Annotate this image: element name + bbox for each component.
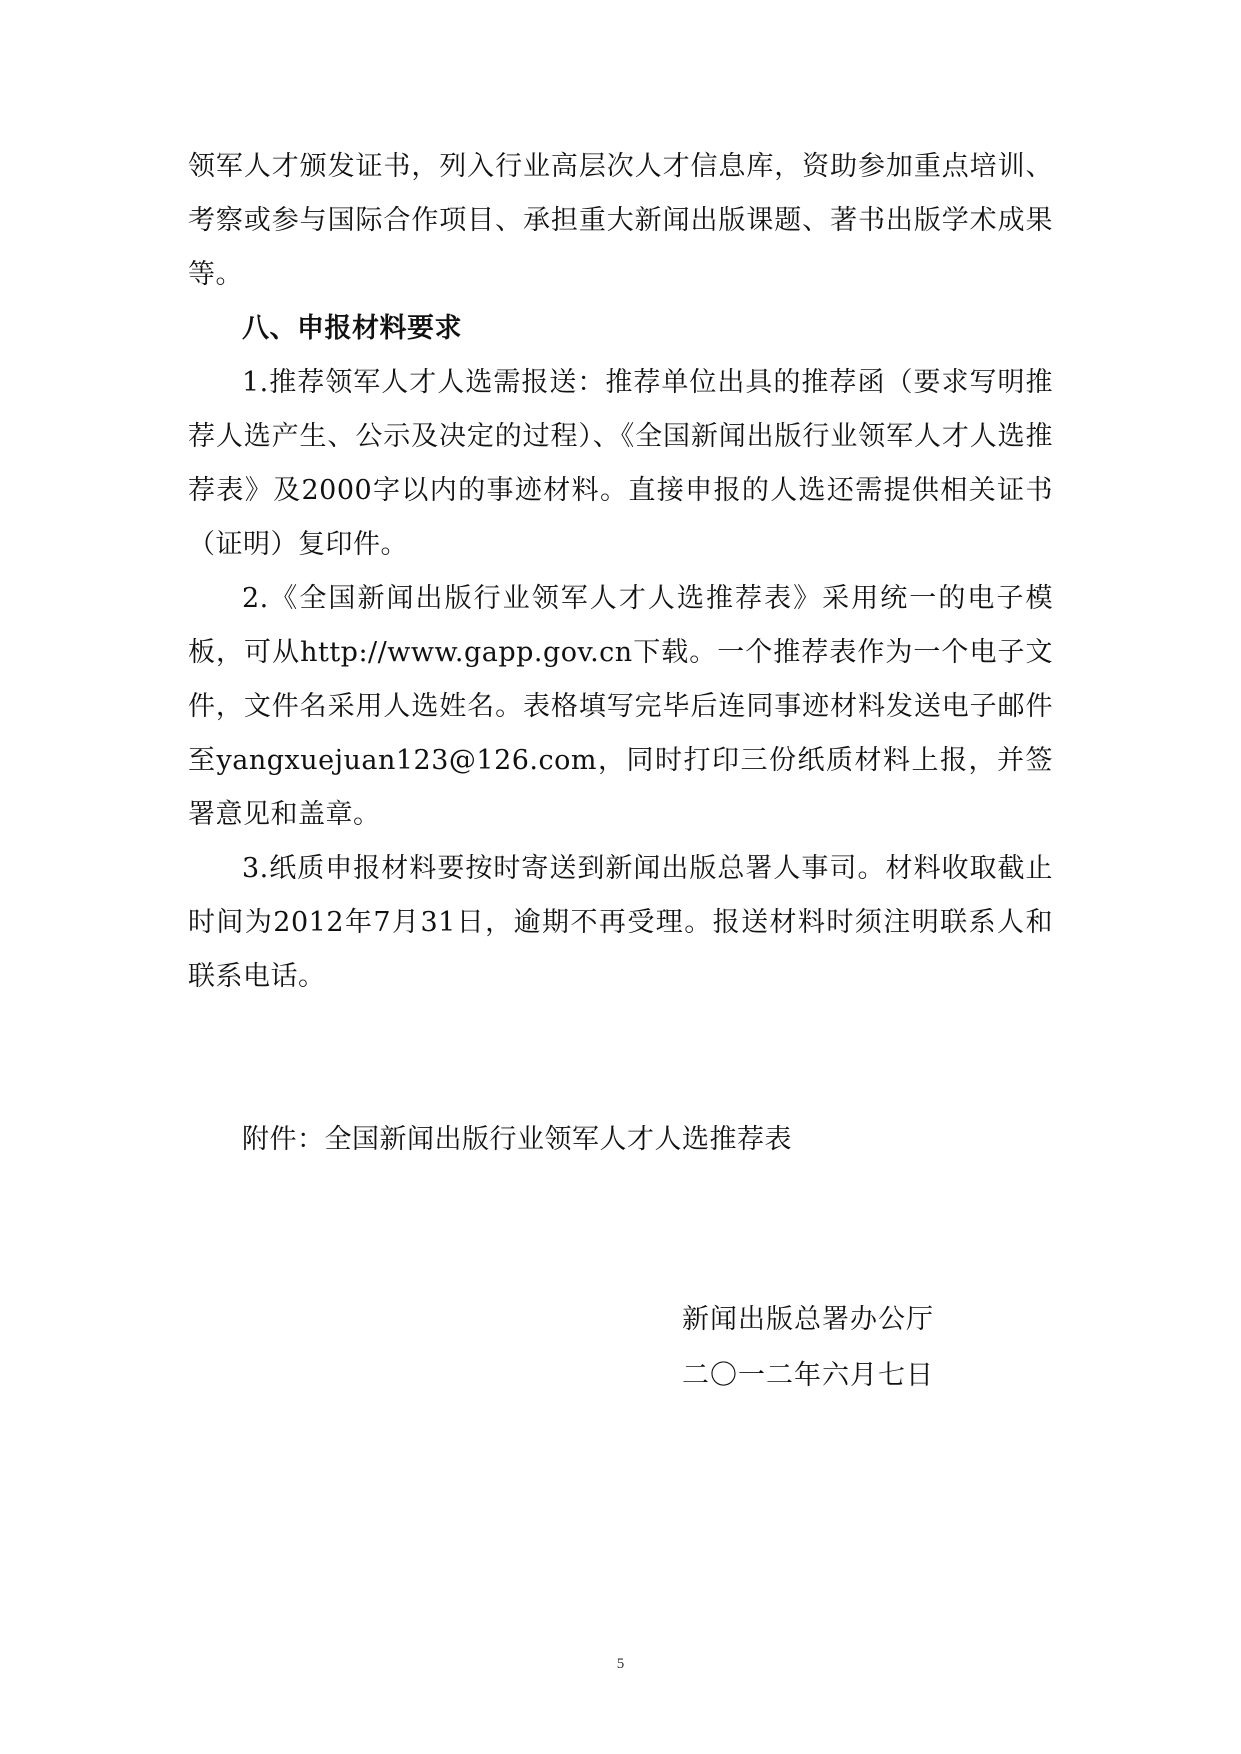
signature-date: 二〇一二年六月七日	[682, 1360, 934, 1391]
attachment-line: 附件：全国新闻出版行业领军人才人选推荐表	[242, 1124, 792, 1155]
page-number: 5	[616, 1656, 625, 1672]
requirement-item-2: 2.《全国新闻出版行业领军人才人选推荐表》采用统一的电子模板，可从http://www.gapp.gov.cn下载。一个推荐表作为一个电子文件，文件名采用人选姓名。表格填写完毕后连同事迹材料发送电子邮件至yangxuejuan123@126.com，同时打印三份纸质材料上报，并签署意见和盖章。	[188, 583, 1053, 830]
signature-block	[682, 1292, 934, 1404]
requirement-item-1: 1.推荐领军人才人选需报送：推荐单位出具的推荐函（要求写明推荐人选产生、公示及决定的过程）、《全国新闻出版行业领军人才人选推荐表》及2000字以内的事迹材料。直接申报的人选还需提供相关证书（证明）复印件。	[188, 367, 1053, 560]
body-text	[188, 140, 1053, 1004]
continuation-paragraph: 领军人才颁发证书，列入行业高层次人才信息库，资助参加重点培训、考察或参与国际合作项目、承担重大新闻出版课题、著书出版学术成果等。	[188, 151, 1053, 290]
section-heading: 八、申报材料要求	[242, 313, 462, 344]
signature-organization: 新闻出版总署办公厅	[682, 1304, 934, 1335]
requirement-item-3: 3.纸质申报材料要按时寄送到新闻出版总署人事司。材料收取截止时间为2012年7月31日，逾期不再受理。报送材料时须注明联系人和联系电话。	[188, 853, 1053, 992]
